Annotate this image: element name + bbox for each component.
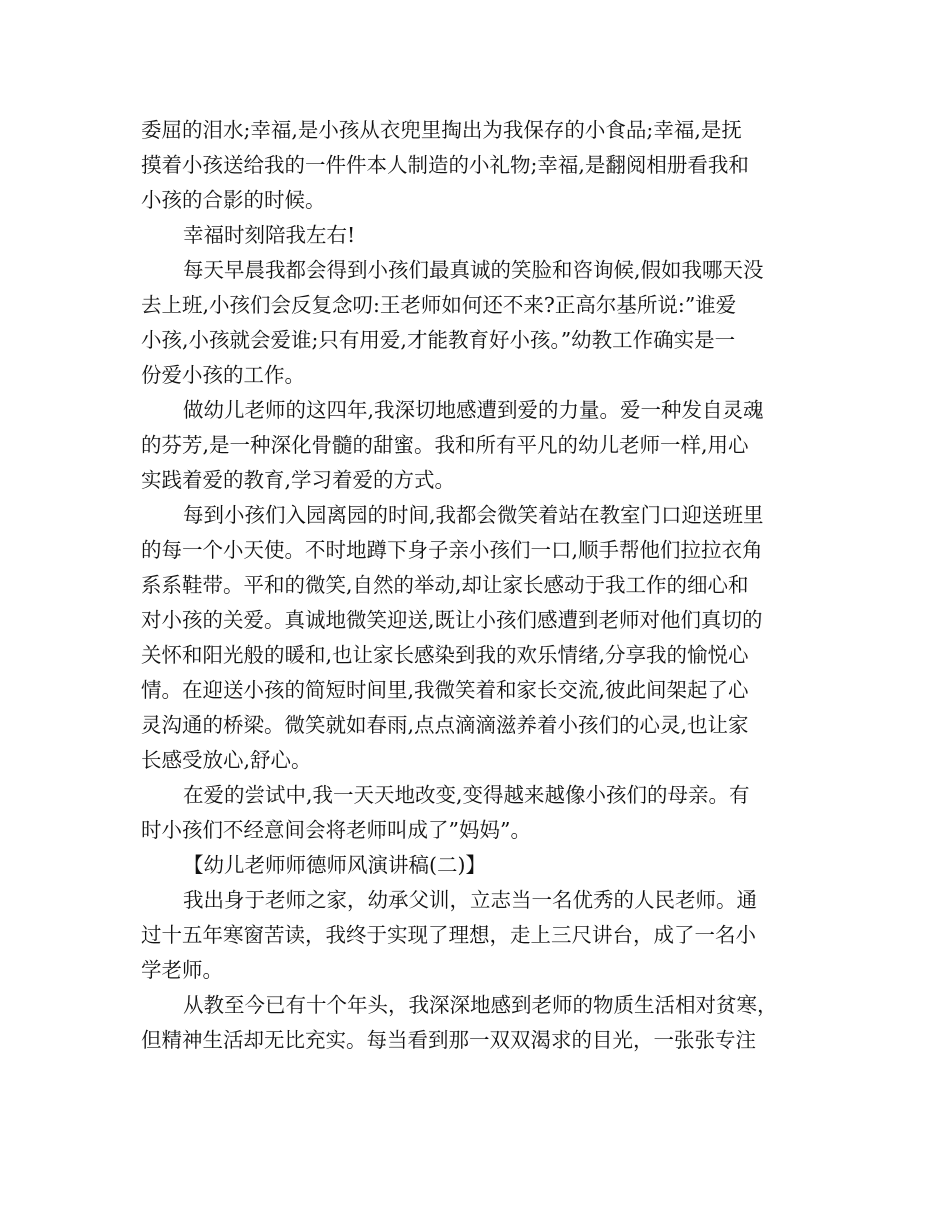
- text-line: 长感受放心,舒心。: [141, 748, 312, 772]
- text-line: 过十五年寒窗苦读，我终于实现了理想，走上三尺讲台，成了一名小: [141, 923, 756, 947]
- text-line: 对小孩的关爱。真诚地微笑迎送,既让小孩们感遭到老师对他们真切的: [141, 608, 763, 632]
- text-line: 的芬芳,是一种深化骨髓的甜蜜。我和所有平凡的幼儿老师一样,用心: [141, 433, 749, 457]
- paragraph-start-line: 在爱的尝试中,我一天天地改变,变得越来越像小孩们的母亲。有: [183, 783, 750, 807]
- text-line: 系系鞋带。平和的微笑,自然的举动,却让家长感动于我工作的细心和: [141, 573, 749, 597]
- text-line: 摸着小孩送给我的一件件本人制造的小礼物;幸福,是翻阅相册看我和: [141, 153, 749, 177]
- text-line: 委屈的泪水;幸福,是小孩从衣兜里掏出为我保存的小食品;幸福,是抚: [141, 118, 742, 142]
- text-line: 小孩的合影的时候。: [141, 188, 326, 212]
- text-line: 小孩,小孩就会爱谁;只有用爱,才能教育好小孩。”幼教工作确实是一: [141, 328, 736, 352]
- text-line: 份爱小孩的工作。: [141, 363, 305, 387]
- text-line: 灵沟通的桥梁。微笑就如春雨,点点滴滴滋养着小孩们的心灵,也让家: [141, 713, 749, 737]
- text-line: 但精神生活却无比充实。每当看到那一双双渴求的目光，一张张专注: [141, 1028, 756, 1052]
- paragraph-start-line: 从教至今已有十个年头，我深深地感到老师的物质生活相对贫寒，: [183, 993, 778, 1017]
- text-line: 的每一个小天使。不时地蹲下身子亲小孩们一口,顺手帮他们拉拉衣角: [141, 538, 763, 562]
- paragraph-start-line: 每天早晨我都会得到小孩们最真诚的笑脸和咨询候,假如我哪天没: [183, 258, 764, 282]
- paragraph-start-line: 幸福时刻陪我左右!: [183, 223, 356, 247]
- section-heading: 【幼儿老师师德师风演讲稿(二)】: [183, 853, 486, 877]
- paragraph-start-line: 每到小孩们入园离园的时间,我都会微笑着站在教室门口迎送班里: [183, 503, 764, 527]
- text-line: 情。在迎送小孩的简短时间里,我微笑着和家长交流,彼此间架起了心: [141, 678, 749, 702]
- text-line: 时小孩们不经意间会将老师叫成了”妈妈”。: [141, 818, 531, 842]
- paragraph-start-line: 我出身于老师之家，幼承父训，立志当一名优秀的人民老师。通: [183, 888, 757, 912]
- text-line: 去上班,小孩们会反复念叨:王老师如何还不来?正高尔基所说:”谁爱: [141, 293, 737, 317]
- text-line: 关怀和阳光般的暖和,也让家长感染到我的欢乐情绪,分享我的愉悦心: [141, 643, 749, 667]
- document-body: [141, 113, 811, 1058]
- text-line: 学老师。: [141, 958, 223, 982]
- text-line: 实践着爱的教育,学习着爱的方式。: [141, 468, 456, 492]
- paragraph-start-line: 做幼儿老师的这四年,我深切地感遭到爱的力量。爱一种发自灵魂: [183, 398, 764, 422]
